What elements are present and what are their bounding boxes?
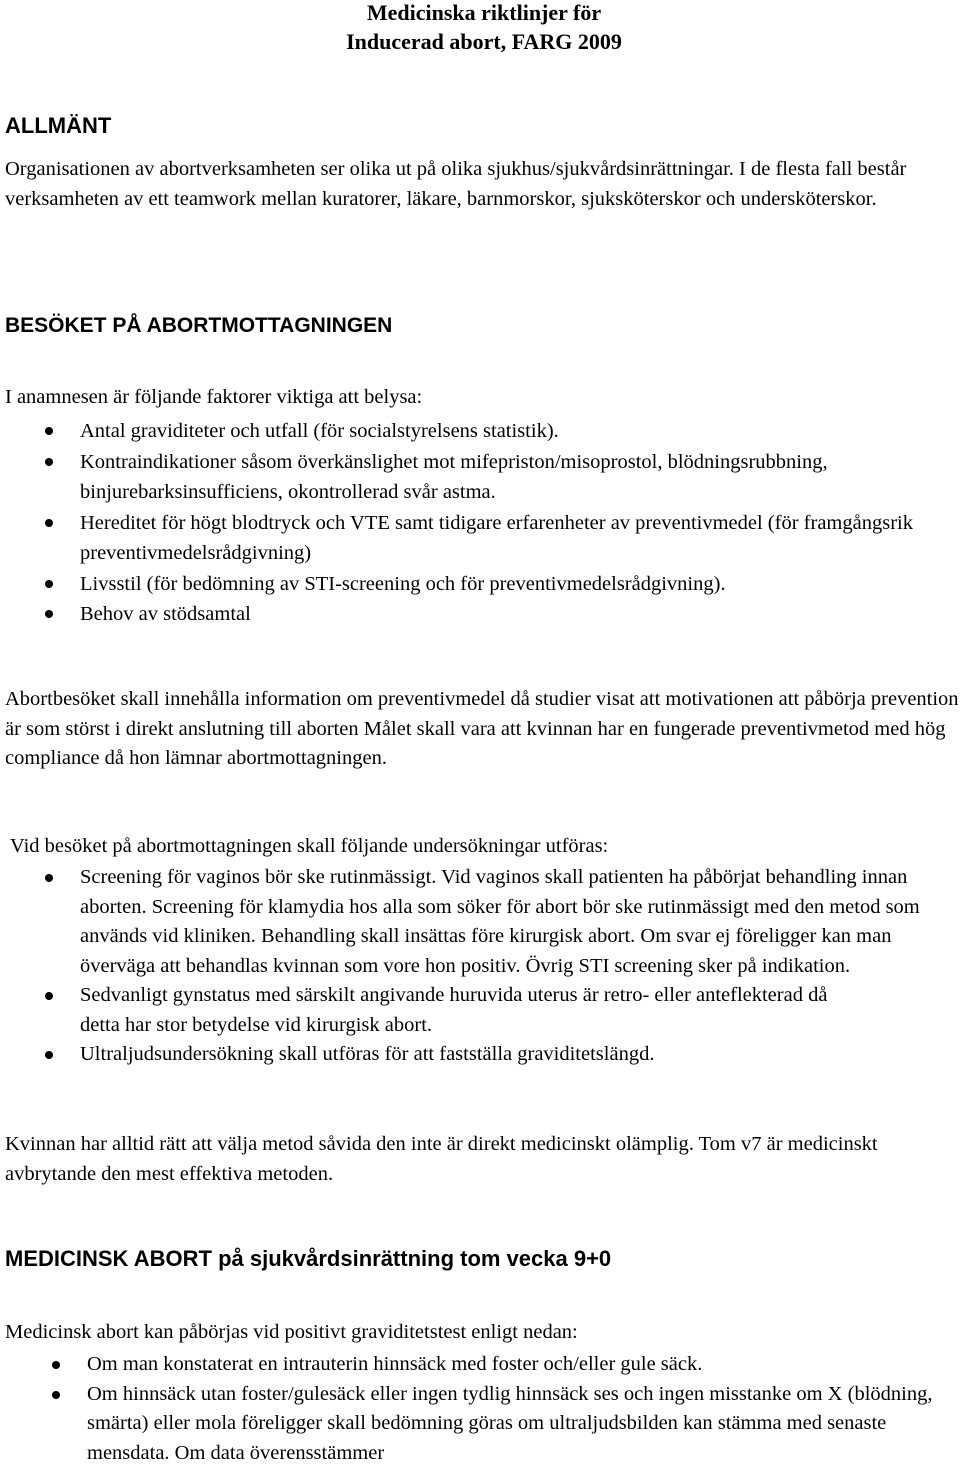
list-item: Sedvanligt gynstatus med särskilt angivande huruvida uterus är retro- eller anteflekterad då detta har stor betydelse vid kirurgisk abort.: [80, 981, 850, 1040]
medicinsk-intro: Medicinsk abort kan påbörjas vid positivt graviditetstest enligt nedan:: [5, 1321, 578, 1343]
paragraph-allmant: Organisationen av abortverksamheten ser olika ut på olika sjukhus/sjukvårdsinrättningar. I de flesta fall består verksamheten av ett teamwork mellan kuratorer, läkare, barnmorskor, sjuksköterskor och undersköterskor.: [5, 158, 907, 210]
list-item: Screening för vaginos bör ske rutinmässigt. Vid vaginos skall patienten ha påbörjat behandling innan aborten. Screening för klamydia hos alla som söker för abort bör ske rutinmässigt med den metod som används vid kliniken. Behandling skall insättas före kirurgisk abort. Om svar ej föreligger kan man överväga att behandlas kvinnan som vore hon positiv. Övrig STI screening sker på indikation.: [80, 863, 960, 981]
title-line-1: Medicinska riktlinjer för: [366, 0, 602, 25]
list-item: Livsstil (för bedömning av STI-screening och för preventivmedelsrådgivning).: [80, 569, 960, 600]
list-item: Ultraljudsundersökning skall utföras för att fastställa graviditetslängd.: [80, 1040, 960, 1070]
list-item: Om man konstaterat en intrauterin hinnsäck med foster och/eller gule säck.: [87, 1350, 960, 1380]
list-item: Om hinnsäck utan foster/gulesäck eller ingen tydlig hinnsäck ses och ingen misstanke om X (blödning, smärta) eller mola föreligger skall bedömning göras om ultraljudsbilden kan stämma med senaste mensdata. Om data överensstämmer: [87, 1380, 960, 1468]
title-line-2: Inducerad abort, FARG 2009: [346, 29, 622, 54]
list-item: Behov av stödsamtal: [80, 599, 960, 630]
heading-besoket: BESÖKET PÅ ABORTMOTTAGNINGEN: [5, 314, 393, 337]
anamnes-list: [80, 416, 960, 630]
exam-intro: Vid besöket på abortmottagningen skall följande undersökningar utföras:: [10, 835, 609, 857]
list-item: Antal graviditeter och utfall (för socialstyrelsens statistik).: [80, 416, 960, 447]
document-title: [0, 0, 960, 56]
paragraph-prevention: Abortbesöket skall innehålla information om preventivmedel då studier visat att motivationen att påbörja prevention är som störst i direkt anslutning till aborten Målet skall vara att kvinnan har en fungerade preventivmetod med hög compliance då hon lämnar abortmottagningen.: [5, 688, 959, 769]
exam-list: [80, 863, 960, 1070]
list-item: Hereditet för högt blodtryck och VTE samt tidigare erfarenheter av preventivmedel (för framgångsrik preventivmedelsrådgivning): [80, 508, 960, 569]
heading-medicinsk-abort: MEDICINSK ABORT på sjukvårdsinrättning tom vecka 9+0: [5, 1246, 612, 1271]
paragraph-method: Kvinnan har alltid rätt att välja metod såvida den inte är direkt medicinskt olämplig. Tom v7 är medicinskt avbrytande den mest effektiva metoden.: [5, 1133, 878, 1185]
medicinsk-list: [87, 1350, 960, 1468]
list-item: Kontraindikationer såsom överkänslighet mot mifepriston/misoprostol, blödningsrubbning, binjurebarksinsufficiens, okontrollerad svår astma.: [80, 447, 840, 508]
heading-allmant: ALLMÄNT: [5, 113, 112, 138]
anamnes-intro: I anamnesen är följande faktorer viktiga att belysa:: [5, 386, 423, 408]
